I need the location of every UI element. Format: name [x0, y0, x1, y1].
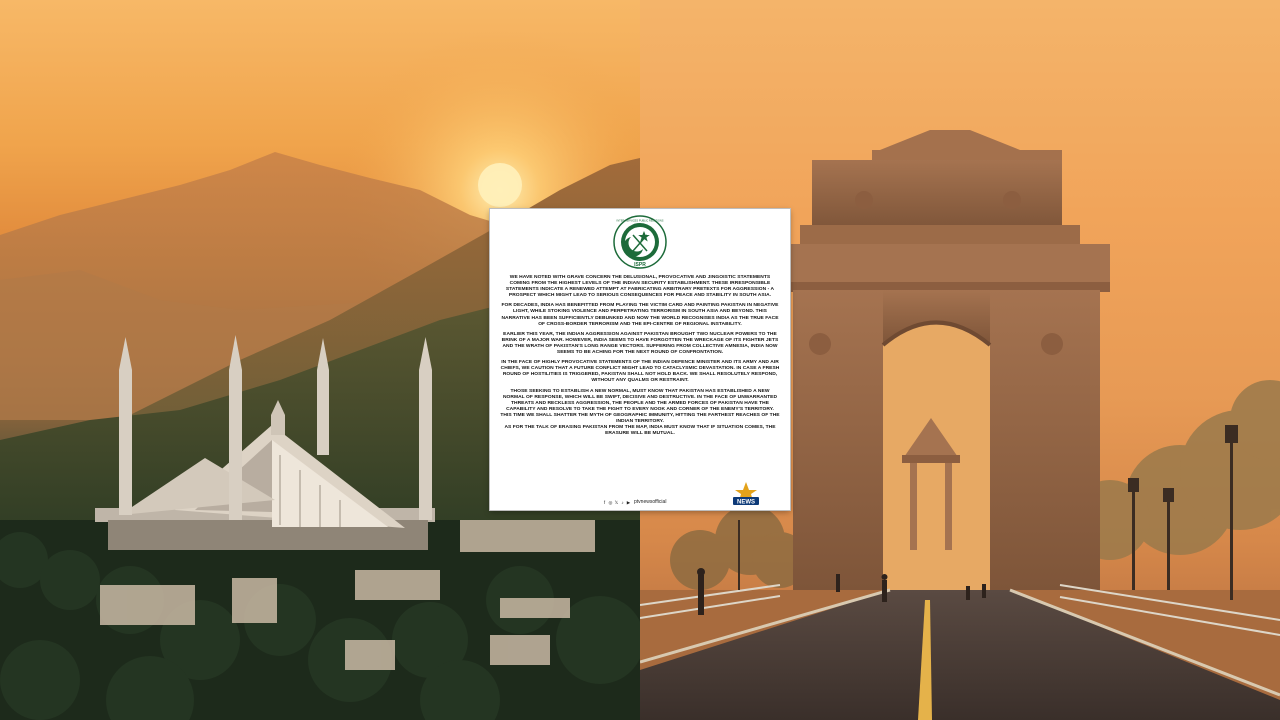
statement-paragraph-1: WE HAVE NOTED WITH GRAVE CONCERN THE DELUSIONAL, PROVOCATIVE AND JINGOISTIC STATEMENTS COMING FROM THE HIGHEST LEVELS OF THE INDIAN SECURITY ESTABLISHMENT. THESE IRRESPONSIBLE STATEMENTS INDICATE A RENEWED ATTEMPT AT FABRICATING ARBITRARY PRETEXTS FOR AGGRESSION - A PROSPECT WHICH MIGHT LEAD TO SERIOUS CONSEQUENCES FOR PEACE AND STABILITY IN SOUTH ASIA.	[505, 275, 775, 299]
x-icon[interactable]: 𝕏	[614, 499, 619, 505]
ptv-news-logo-icon	[730, 480, 762, 506]
emblem-caption: ISPR	[634, 262, 646, 268]
statement-paragraph-4: IN THE FACE OF HIGHLY PROVOCATIVE STATEMENTS OF THE INDIAN DEFENCE MINISTER AND ITS ARMY AND AIR CHIEFS, WE CAUTION THAT A FUTURE CONFLICT MIGHT LEAD TO CATACLYSMIC DEVASTATION. IN CASE A FRESH ROUND OF HOSTILITIES IS TRIGGERED, PAKISTAN SHALL NOT HOLD BACK. WE SHALL RESOLUTELY RESPOND, WITHOUT ANY QUALMS OR RESTRAINT.	[500, 360, 780, 384]
statement-paragraph-5: THOSE SEEKING TO ESTABLISH A NEW NORMAL, MUST KNOW THAT PAKISTAN HAS ESTABLISHED A NEW NORMAL OF RESPONSE, WHICH WILL BE SWIFT, DECISIVE AND DESTRUCTIVE. IN THE FACE OF UNWARRANTED THREATS AND RECKLESS AGGRESSION, THE PEOPLE AND THE ARMED FORCES OF PAKISTAN HAVE THE CAPABILITY AND RESOLVE TO TAKE THE FIGHT TO EVERY NOOK AND CORNER OF THE ENEMY'S TERRITORY. THIS TIME WE SHALL SHATTER THE MYTH OF GEOGRAPHIC IMMUNITY, HITTING THE FARTHEST REACHES OF THE INDIAN TERRITORY.	[500, 388, 780, 424]
social-links	[602, 499, 666, 505]
social-handle[interactable]: ptvnewsofficial	[634, 499, 667, 505]
india-gate	[780, 130, 1110, 590]
trees-right	[1070, 380, 1280, 560]
statement-paragraph-3: EARLIER THIS YEAR, THE INDIAN AGGRESSION AGAINST PAKISTAN BROUGHT TWO NUCLEAR POWERS TO THE BRINK OF A MAJOR WAR. HOWEVER, INDIA SEEMS TO HAVE FORGOTTEN THE WRECKAGE OF ITS FIGHTER JETS AND THE WRATH OF PAKISTAN'S LONG RANGE VECTORS. SUFFERING FROM COLLECTIVE AMNESIA, INDIA NOW SEEMS TO BE ACHING FOR THE NEXT ROUND OF CONFRONTATION.	[501, 331, 779, 356]
news-logo-text: NEWS	[737, 499, 755, 506]
tiktok-icon[interactable]: ♪	[621, 499, 624, 505]
ispr-statement-document	[490, 209, 790, 510]
statement-paragraph-6: AS FOR THE TALK OF ERASING PAKISTAN FROM THE MAP, INDIA MUST KNOW THAT IF SITUATION COMES, THE ERASURE WILL BE MUTUAL.	[504, 425, 776, 437]
instagram-icon[interactable]: ◎	[608, 499, 613, 505]
emblem-ring-text: INTER SERVICES PUBLIC RELATIONS	[616, 219, 664, 223]
ispr-emblem-icon	[613, 215, 667, 269]
youtube-icon[interactable]: ▶	[626, 499, 631, 505]
facebook-icon[interactable]: f	[603, 499, 606, 505]
sun	[478, 163, 522, 207]
statement-paragraph-2: FOR DECADES, INDIA HAS BENEFITTED FROM PLAYING THE VICTIM CARD AND PAINTING PAKISTAN IN NEGATIVE LIGHT, WHILE STOKING VIOLENCE AND PERPETRATING TERRORISM IN SOUTH ASIA AND BEYOND. THIS NARRATIVE HAS BEEN SUFFICIENTLY DEBUNKED AND NOW THE WORLD RECOGNISES INDIA AS THE TRUE FACE OF CROSS-BORDER TERRORISM AND THE EPI-CENTRE OF REGIONAL INSTABILITY.	[501, 303, 779, 327]
statement-footer	[490, 481, 790, 507]
